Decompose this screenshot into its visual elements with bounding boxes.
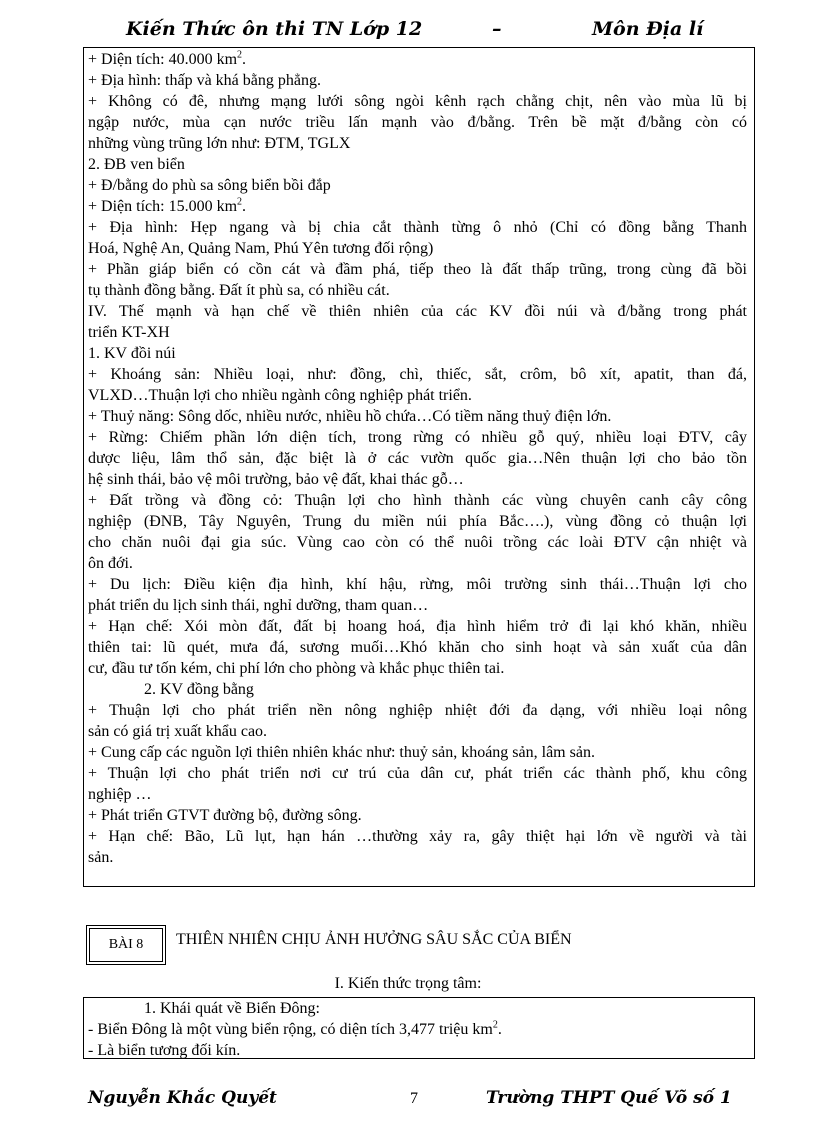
text-line [88, 1019, 747, 1040]
text-line [88, 805, 747, 826]
line-text: + Hạn chế: Bão, Lũ lụt, hạn hán …thường xảy ra, gây thiệt hại lớn về người và tài [88, 828, 747, 845]
footer-school: Trường THPT Quế Võ số 1 [486, 1088, 732, 1108]
text-line [88, 763, 747, 784]
line-text: 1. KV đồi núi [88, 345, 176, 362]
line-text: + Thuận lợi cho phát triển nơi cư trú của dân cư, phát triển các thành phố, khu công [88, 765, 747, 782]
text-line [88, 196, 747, 217]
superscript: 2 [237, 196, 243, 208]
line-text: + Đ/bằng do phù sa sông biển bồi đắp [88, 177, 331, 194]
header-dash: – [492, 18, 502, 40]
line-text: hệ sinh thái, bảo vệ môi trường, bảo vệ đất, khai thác gỗ… [88, 471, 464, 488]
line-text: + Đất trồng và đồng cỏ: Thuận lợi cho hình thành các vùng chuyên canh cây công [88, 492, 747, 509]
line-text: + Cung cấp các nguồn lợi thiên nhiên khác như: thuỷ sản, khoáng sản, lâm sản. [88, 744, 595, 761]
line-text: - Biển Đông là một vùng biển rộng, có diện tích 3,477 triệu km [88, 1021, 493, 1038]
text-line [88, 1040, 747, 1061]
text-line [88, 679, 747, 700]
text-line [88, 343, 747, 364]
footer-author: Nguyễn Khắc Quyết [88, 1088, 277, 1108]
line-text: + Hạn chế: Xói mòn đất, đất bị hoang hoá, địa hình hiểm trở đi lại khó khăn, nhiều [88, 618, 747, 635]
text-line [88, 553, 747, 574]
text-line [88, 490, 747, 511]
line-text: + Địa hình: thấp và khá bằng phẳng. [88, 72, 321, 89]
text-line [88, 784, 747, 805]
text-line [88, 721, 747, 742]
line-text: + Diện tích: 40.000 km [88, 51, 238, 68]
line-text: cư, đầu tư tốn kém, chi phí lớn cho phòng và khắc phục thiên tai. [88, 660, 505, 677]
line-text: những vùng trũng lớn như: ĐTM, TGLX [88, 135, 351, 152]
line-text: IV. Thế mạnh và hạn chế về thiên nhiên của các KV đồi núi và đ/bằng trong phát [88, 303, 747, 320]
line-text: ôn đới. [88, 555, 133, 572]
line-text: triển KT-XH [88, 324, 170, 341]
superscript: 2 [492, 1019, 498, 1031]
line-text: 1. Khái quát về Biển Đông: [144, 1000, 320, 1017]
line-text: + Thuận lợi cho phát triển nền nông nghiệp nhiệt đới đa dạng, với nhiều loại nông [88, 702, 747, 719]
text-line [88, 154, 747, 175]
line-tail: . [242, 198, 247, 215]
line-text: ngập nước, mùa cạn nước triều lấn mạnh vào đ/bằng. Trên bề mặt đ/bằng còn có [88, 114, 747, 131]
text-line [88, 385, 747, 406]
page-number: 7 [410, 1090, 418, 1107]
text-line [88, 91, 747, 112]
line-text: + Phát triển GTVT đường bộ, đường sông. [88, 807, 362, 824]
text-line [88, 616, 747, 637]
line-text: nghiệp … [88, 786, 152, 803]
text-line [88, 427, 747, 448]
text-line [88, 637, 747, 658]
line-text: tụ thành đồng bằng. Đất ít phù sa, có nhiều cát. [88, 282, 390, 299]
text-line [88, 322, 747, 343]
text-line [88, 700, 747, 721]
line-text: sản. [88, 849, 114, 866]
content-box-1 [83, 47, 755, 887]
line-text: Hoá, Nghệ An, Quảng Nam, Phú Yên tương đối rộng) [88, 240, 434, 257]
line-text: + Du lịch: Điều kiện địa hình, khí hậu, rừng, môi trường sinh thái…Thuận lợi cho [88, 576, 747, 593]
lesson-title: THIÊN NHIÊN CHỊU ẢNH HƯỞNG SÂU SẮC CỦA BIỂN [176, 931, 572, 948]
lesson-badge: BÀI 8 [89, 928, 163, 962]
text-line [88, 511, 747, 532]
text-line [88, 998, 747, 1019]
line-text: + Phần giáp biển có cồn cát và đầm phá, tiếp theo là đất thấp trũng, trong cùng đã bồi [88, 261, 747, 278]
line-text: 2. ĐB ven biển [88, 156, 185, 173]
line-tail: . [242, 51, 247, 68]
line-text: sản có giá trị xuất khẩu cao. [88, 723, 268, 740]
text-line [88, 175, 747, 196]
line-text: thiên tai: lũ quét, mưa đá, sương muối…Khó khăn cho sinh hoạt và sản xuất của dân [88, 639, 747, 656]
line-text: VLXD…Thuận lợi cho nhiều ngành công nghiệp phát triển. [88, 387, 472, 404]
line-text: dược liệu, lâm thổ sản, đặc biệt là ở các vườn quốc gia…Nên thuận lợi cho bảo tồn [88, 450, 747, 467]
page-header [84, 18, 756, 46]
text-line [88, 532, 747, 553]
line-text: + Khoáng sản: Nhiều loại, như: đồng, chì, thiếc, sắt, crôm, bô xít, apatit, than đá, [88, 366, 747, 383]
text-line [88, 217, 747, 238]
header-title: Kiến Thức ôn thi TN Lớp 12 [126, 18, 423, 40]
line-text: phát triển du lịch sinh thái, nghỉ dưỡng, tham quan… [88, 597, 429, 614]
line-text: + Địa hình: Hẹp ngang và bị chia cắt thành từng ô nhỏ (Chỉ có đồng bằng Thanh [88, 219, 747, 236]
text-line [88, 364, 747, 385]
text-line [88, 448, 747, 469]
line-text: cho chăn nuôi đại gia súc. Vùng cao còn có thể nuôi trồng các loài ĐTV cận nhiệt và [88, 534, 747, 551]
text-line [88, 133, 747, 154]
text-line [88, 742, 747, 763]
text-line [88, 49, 747, 70]
text-line [88, 658, 747, 679]
text-line [88, 70, 747, 91]
text-line [88, 280, 747, 301]
line-tail: . [497, 1021, 502, 1038]
text-line [88, 238, 747, 259]
text-line [88, 595, 747, 616]
line-text: + Rừng: Chiếm phần lớn diện tích, trong rừng có nhiều gỗ quý, nhiều loại ĐTV, cây [88, 429, 747, 446]
section-heading: I. Kiến thức trọng tâm: [334, 975, 482, 992]
text-line [88, 112, 747, 133]
line-text: nghiệp (ĐNB, Tây Nguyên, Trung du miền núi phía Bắc….), vùng đồng cỏ thuận lợi [88, 513, 747, 530]
line-text: + Thuỷ năng: Sông dốc, nhiều nước, nhiều hồ chứa…Có tiềm năng thuỷ điện lớn. [88, 408, 612, 425]
text-line [88, 301, 747, 322]
text-line [88, 259, 747, 280]
text-line [88, 847, 747, 868]
header-subject: Môn Địa lí [592, 18, 704, 40]
line-text: 2. KV đồng bằng [144, 681, 254, 698]
text-line [88, 826, 747, 847]
superscript: 2 [237, 49, 243, 61]
text-line [88, 469, 747, 490]
text-line [88, 406, 747, 427]
line-text: + Không có đê, nhưng mạng lưới sông ngòi kênh rạch chằng chịt, nên vào mùa lũ bị [88, 93, 747, 110]
text-line [88, 574, 747, 595]
content-box-2 [83, 997, 755, 1059]
line-text: + Diện tích: 15.000 km [88, 198, 238, 215]
line-text: - Là biển tương đối kín. [88, 1042, 241, 1059]
